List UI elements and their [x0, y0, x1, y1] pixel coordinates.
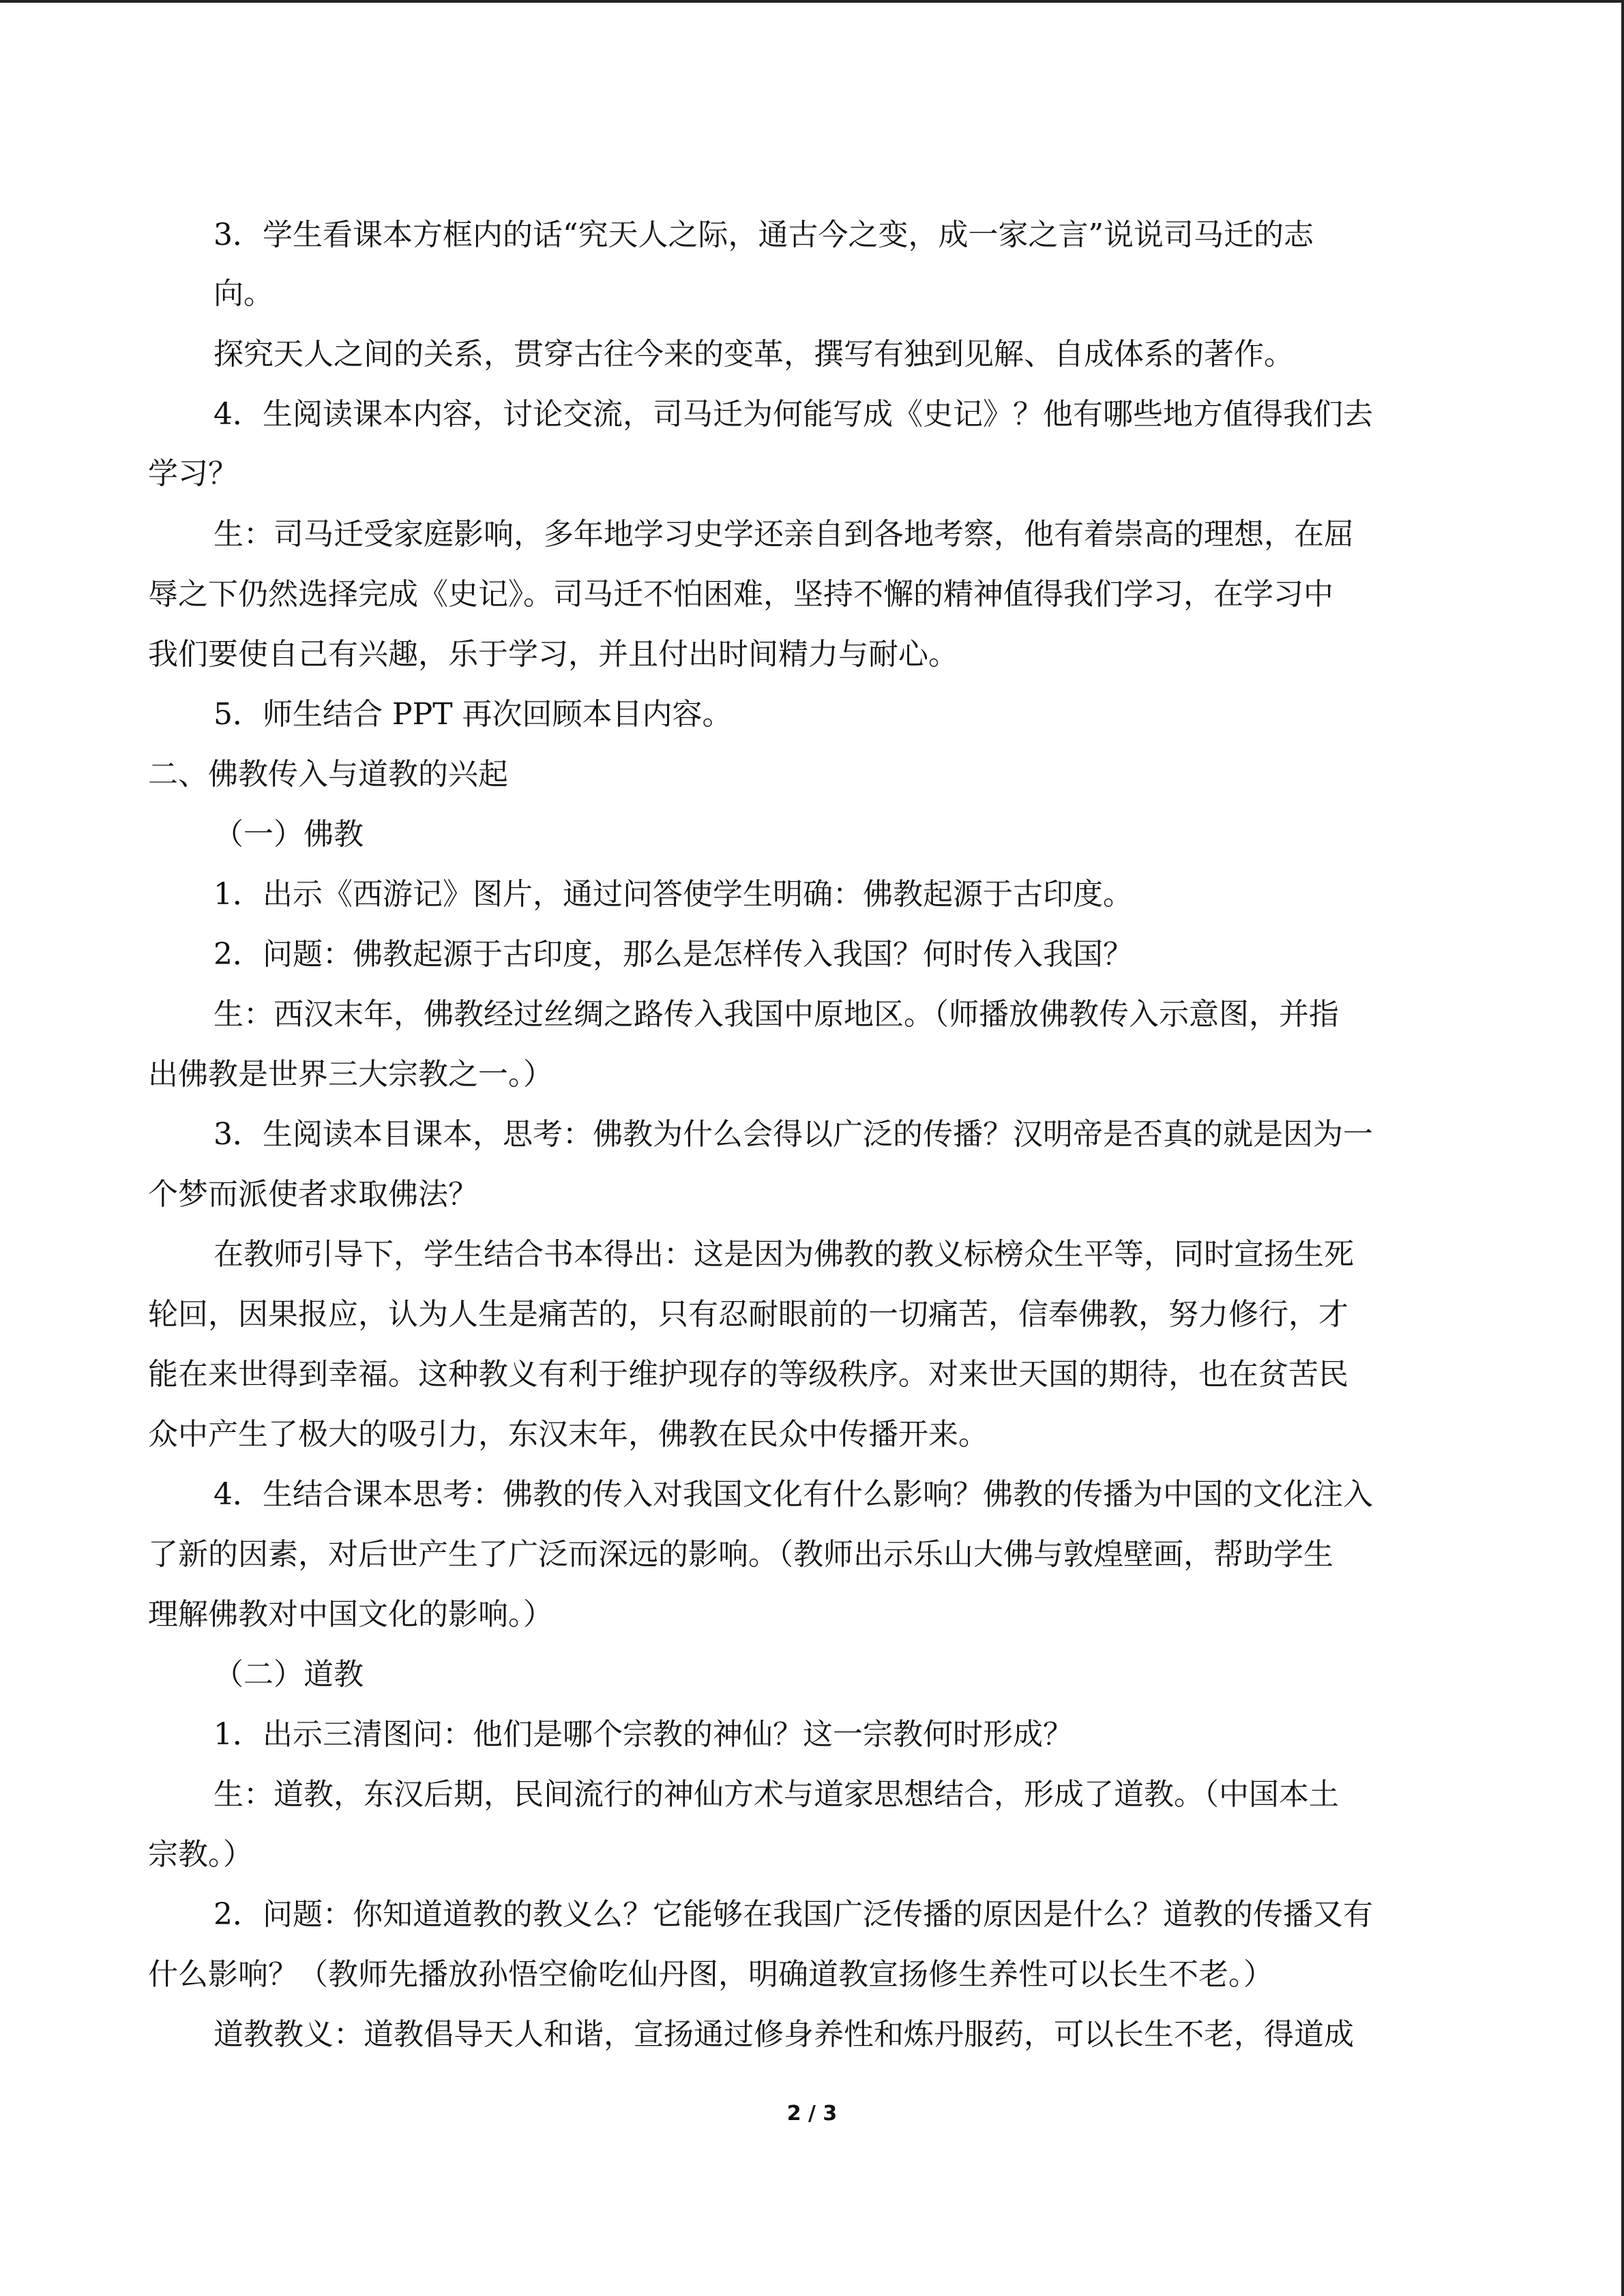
paragraph-line: 我们要使自己有兴趣，乐于学习，并且付出时间精力与耐心。 [148, 637, 958, 672]
paragraph-line: 个梦而派使者求取佛法？ [148, 1177, 478, 1212]
subsection-heading: （一）佛教 [213, 817, 364, 852]
paragraph-line: 在教师引导下，学生结合书本得出：这是因为佛教的教义标榜众生平等，同时宣扬生死 [213, 1237, 1354, 1272]
paragraph-line: 3．生阅读本目课本，思考：佛教为什么会得以广泛的传播？汉明帝是否真的就是因为一 [213, 1117, 1373, 1152]
paragraph-line: 1．出示《西游记》图片，通过问答使学生明确：佛教起源于古印度。 [213, 877, 1133, 912]
paragraph-line: 了新的因素，对后世产生了广泛而深远的影响。（教师出示乐山大佛与敦煌壁画，帮助学生 [148, 1537, 1333, 1572]
subsection-heading: （二）道教 [213, 1657, 364, 1692]
page-number: 2 / 3 [786, 2102, 838, 2126]
paragraph-line: 4．生结合课本思考：佛教的传入对我国文化有什么影响？佛教的传播为中国的文化注入 [213, 1477, 1373, 1512]
paragraph-line: 生：道教，东汉后期，民间流行的神仙方术与道家思想结合，形成了道教。（中国本土 [213, 1777, 1339, 1812]
paragraph-line: 轮回，因果报应，认为人生是痛苦的，只有忍耐眼前的一切痛苦，信奉佛教，努力修行，才 [148, 1297, 1348, 1332]
paragraph-line: 辱之下仍然选择完成《史记》。司马迁不怕困难，坚持不懈的精神值得我们学习，在学习中 [148, 577, 1333, 612]
section-heading: 二、佛教传入与道教的兴起 [148, 757, 508, 792]
paragraph-line: 5．师生结合 PPT 再次回顾本目内容。 [213, 697, 733, 732]
paragraph-line: 生：西汉末年，佛教经过丝绸之路传入我国中原地区。（师播放佛教传入示意图，并指 [213, 997, 1339, 1032]
paragraph-line: 理解佛教对中国文化的影响。） [148, 1597, 553, 1632]
paragraph-line: 宗教。） [148, 1837, 253, 1872]
paragraph-line: 2．问题：你知道道教的教义么？它能够在我国广泛传播的原因是什么？道教的传播又有 [213, 1897, 1373, 1932]
paragraph-line: 什么影响？（教师先播放孙悟空偷吃仙丹图，明确道教宣扬修生养性可以长生不老。） [148, 1957, 1273, 1992]
paragraph-line: 学习？ [148, 456, 238, 491]
paragraph-line: 出佛教是世界三大宗教之一。） [148, 1057, 553, 1092]
paragraph-line: 4．生阅读课本内容，讨论交流，司马迁为何能写成《史记》？他有哪些地方值得我们去 [213, 397, 1373, 432]
paragraph-line: 众中产生了极大的吸引力，东汉末年，佛教在民众中传播开来。 [148, 1417, 988, 1452]
paragraph-line: 生：司马迁受家庭影响，多年地学习史学还亲自到各地考察，他有着崇高的理想，在屈 [213, 517, 1354, 552]
paragraph-line: 探究天人之间的关系，贯穿古往今来的变革，撰写有独到见解、自成体系的著作。 [213, 337, 1294, 372]
paragraph-line: 向。 [213, 276, 274, 311]
paragraph-line: 2．问题：佛教起源于古印度，那么是怎样传入我国？何时传入我国？ [213, 937, 1133, 972]
paragraph-line: 能在来世得到幸福。这种教义有利于维护现存的等级秩序。对来世天国的期待，也在贫苦民 [148, 1357, 1348, 1392]
paragraph-line: 道教教义：道教倡导天人和谐，宣扬通过修身养性和炼丹服药，可以长生不老，得道成 [213, 2017, 1354, 2052]
paragraph-line: 1．出示三清图问：他们是哪个宗教的神仙？这一宗教何时形成？ [213, 1717, 1073, 1752]
paragraph-line: 3．学生看课本方框内的话“究天人之际，通古今之变，成一家之言”说说司马迁的志 [213, 218, 1314, 252]
